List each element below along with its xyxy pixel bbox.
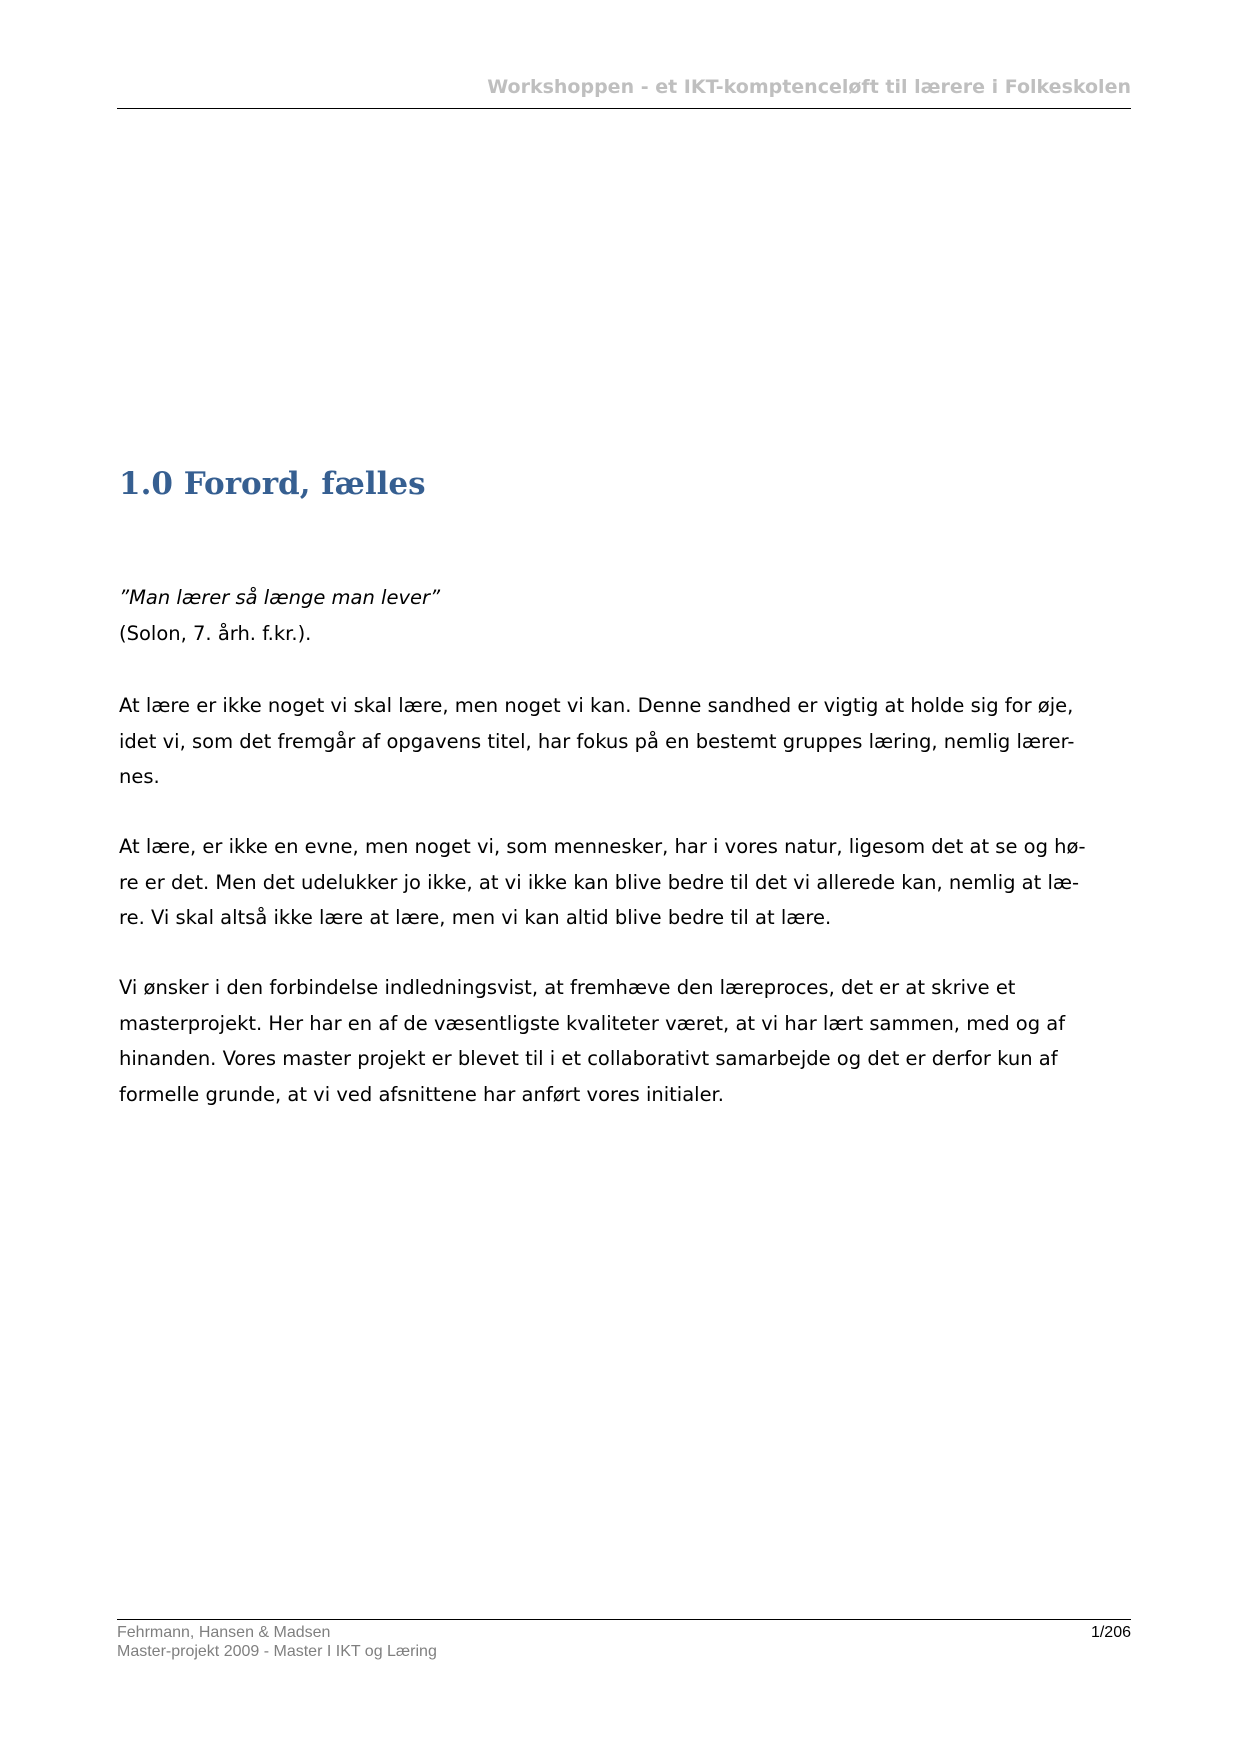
running-footer bbox=[117, 1619, 1131, 1661]
epigraph-source: (Solon, 7. årh. f.kr.). bbox=[119, 621, 312, 645]
paragraph-line: Vi ønsker i den forbindelse indledningsvist, at fremhæve den læreproces, det er at skrive et bbox=[119, 976, 1016, 999]
paragraph-line: hinanden. Vores master projekt er blevet til i et collaborativt samarbejde og det er derfor kun af bbox=[119, 1047, 1058, 1070]
paragraph-line: formelle grunde, at vi ved afsnittene har anført vores initialer. bbox=[119, 1082, 724, 1106]
footer-authors: Fehrmann, Hansen & Madsen bbox=[117, 1624, 331, 1641]
footer-project: Master-projekt 2009 - Master I IKT og Læring bbox=[117, 1643, 437, 1660]
paragraph bbox=[119, 688, 1131, 795]
paragraph-line: re. Vi skal altså ikke lære at lære, men vi kan altid blive bedre til at lære. bbox=[119, 906, 832, 929]
paragraph-line: re er det. Men det udelukker jo ikke, at vi ikke kan blive bedre til det vi allerede kan, nemlig at læ- bbox=[119, 870, 1080, 894]
paragraph bbox=[119, 970, 1131, 1112]
paragraph-line: masterprojekt. Her har en af de væsentligste kvaliteter været, at vi har lært sammen, med og af bbox=[119, 1011, 1066, 1035]
running-header-title: Workshoppen - et IKT-komptenceløft til lærere i Folkeskolen bbox=[487, 76, 1131, 98]
epigraph-quote: ”Man lærer så længe man lever” bbox=[119, 586, 441, 609]
paragraph-line: nes. bbox=[119, 765, 160, 788]
paragraph-line: idet vi, som det fremgår af opgavens titel, har fokus på en bestemt gruppes læring, nemlig lærer- bbox=[119, 729, 1075, 753]
running-header bbox=[117, 74, 1131, 109]
paragraph bbox=[119, 829, 1131, 936]
paragraph-line: At lære er ikke noget vi skal lære, men noget vi kan. Denne sandhed er vigtig at holde sig for øje, bbox=[119, 694, 1074, 717]
page-number: 1/206 bbox=[1090, 1624, 1131, 1641]
paragraph-line: At lære, er ikke en evne, men noget vi, som mennesker, har i vores natur, ligesom det at se og hø- bbox=[119, 835, 1086, 858]
chapter-heading: 1.0 Forord, fælles bbox=[119, 466, 426, 502]
epigraph bbox=[119, 580, 1131, 651]
